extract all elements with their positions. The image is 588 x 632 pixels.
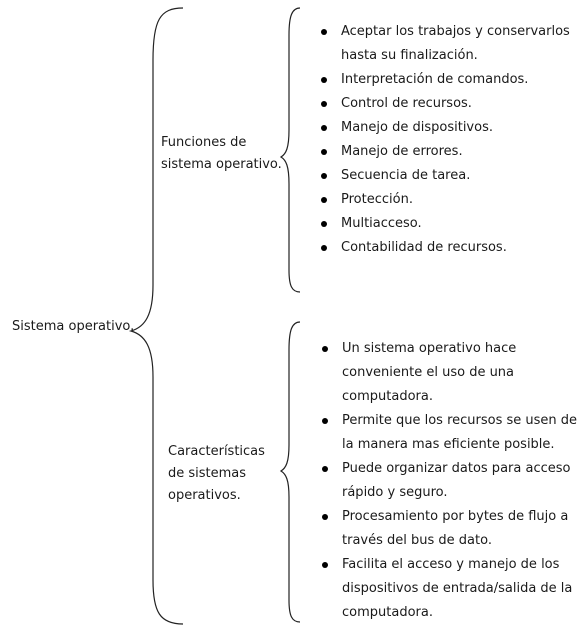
functions-label-line: sistema operativo. — [161, 157, 282, 172]
characteristics-label-line: Características — [168, 444, 265, 459]
bullet-icon — [321, 149, 327, 155]
characteristics-list — [320, 337, 582, 625]
bullet-icon — [322, 514, 328, 520]
list-item: Un sistema operativo hace conveniente el uso de una computadora. — [320, 337, 582, 409]
bullet-icon — [321, 77, 327, 83]
functions-label-line: Funciones de — [161, 135, 247, 150]
list-item: Interpretación de comandos. — [319, 68, 581, 92]
root-brace — [131, 8, 183, 624]
bullet-icon — [322, 466, 328, 472]
list-item: Facilita el acceso y manejo de los dispositivos de entrada/salida de la computadora. — [320, 553, 582, 625]
list-item: Permite que los recursos se usen de la manera mas eficiente posible. — [320, 409, 582, 457]
bullet-icon — [321, 245, 327, 251]
bullet-icon — [321, 221, 327, 227]
functions-brace — [281, 8, 300, 292]
list-item: Aceptar los trabajos y conservarlos hasta su finalización. — [319, 20, 581, 68]
characteristics-label-line: operativos. — [168, 488, 241, 503]
list-item: Manejo de dispositivos. — [319, 116, 581, 140]
characteristics-group-label — [168, 441, 265, 507]
bullet-icon — [321, 173, 327, 179]
bullet-icon — [322, 346, 328, 352]
characteristics-label-line: de sistemas — [168, 466, 247, 481]
bullet-icon — [321, 197, 327, 203]
list-item: Multiacceso. — [319, 212, 581, 236]
list-item: Protección. — [319, 188, 581, 212]
bullet-icon — [321, 125, 327, 131]
list-item: Contabilidad de recursos. — [319, 236, 581, 260]
characteristics-brace — [281, 322, 300, 622]
bullet-icon — [321, 101, 327, 107]
list-item: Procesamiento por bytes de flujo a través del bus de dato. — [320, 505, 582, 553]
functions-list — [319, 20, 581, 260]
root-node: Sistema operativo. — [12, 319, 135, 334]
list-item: Manejo de errores. — [319, 140, 581, 164]
list-item: Control de recursos. — [319, 92, 581, 116]
list-item: Puede organizar datos para acceso rápido y seguro. — [320, 457, 582, 505]
bullet-icon — [321, 29, 327, 35]
functions-group-label — [161, 132, 282, 176]
list-item: Secuencia de tarea. — [319, 164, 581, 188]
bullet-icon — [322, 562, 328, 568]
bullet-icon — [322, 418, 328, 424]
